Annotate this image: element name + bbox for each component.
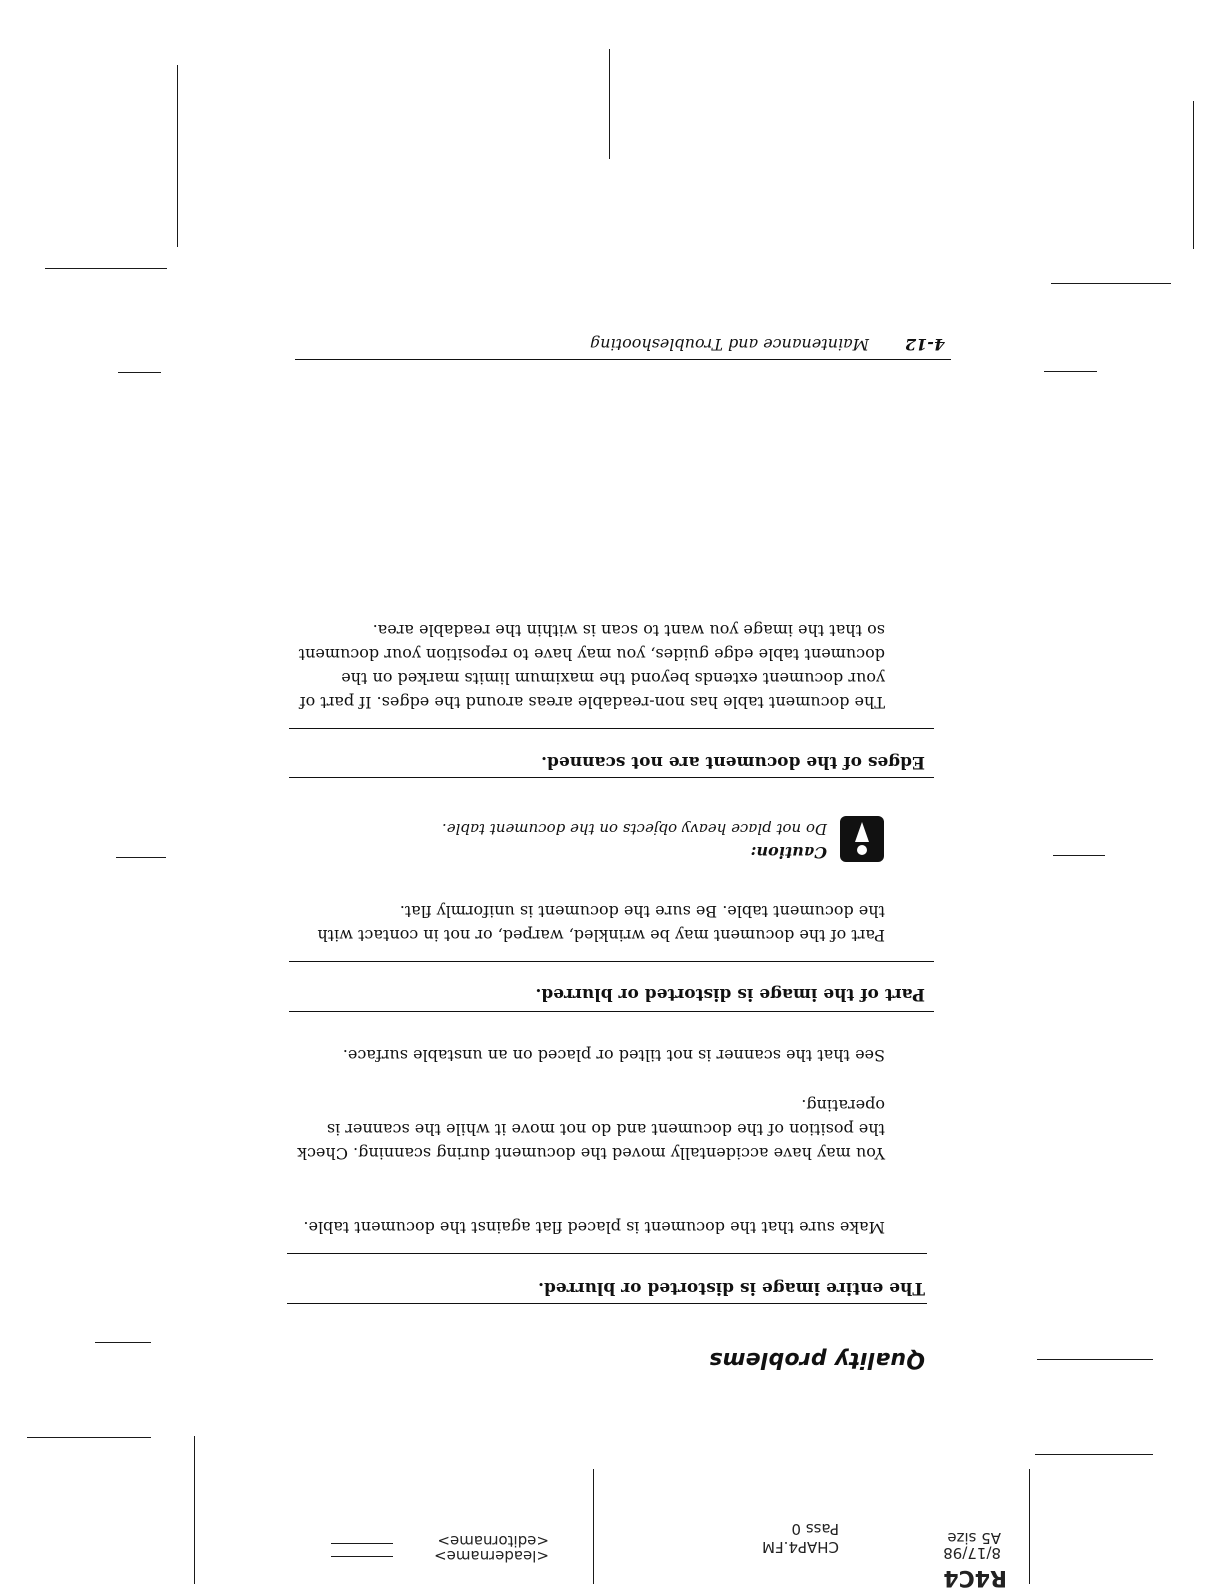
heading-rule: [289, 961, 934, 962]
slug-code: R4C4: [943, 1565, 1007, 1590]
caution-icon: [840, 816, 884, 862]
caution-text: Do not place heavy objects on the document table.: [441, 820, 827, 838]
problem-heading: Part of the image is distorted or blurred.: [535, 984, 925, 1004]
crop-mark: [1035, 1454, 1153, 1455]
slug-date: 8/17/98: [943, 1544, 1001, 1562]
crop-mark: [1044, 371, 1097, 372]
problem-paragraph: Part of the document may be wrinkled, warped, or not in contact with the document table. Be sure the document is uniformly flat.: [317, 902, 885, 945]
crop-mark: [1051, 283, 1171, 284]
caution-icon-dot: [857, 845, 867, 855]
heading-rule: [289, 1011, 934, 1012]
caution-label: Caution:: [750, 843, 827, 862]
crop-mark: [177, 65, 178, 247]
problem-heading: The entire image is distorted or blurred.: [538, 1278, 925, 1298]
crop-mark: [1053, 855, 1105, 856]
crop-mark: [95, 1342, 151, 1343]
caution-icon-stem: [855, 822, 869, 842]
chapter-title: Maintenance and Troubleshooting: [589, 335, 869, 354]
problem-paragraph: Make sure that the document is placed flat against the document table.: [303, 1218, 885, 1237]
crop-mark: [331, 1543, 393, 1544]
problem-paragraph: You may have accidentally moved the document during scanning. Check the position of the document and do not move it while the scanner is operating.: [297, 1096, 885, 1163]
crop-mark: [1037, 1359, 1153, 1360]
heading-rule: [289, 728, 934, 729]
crop-mark: [116, 857, 166, 858]
crop-mark: [27, 1437, 151, 1438]
heading-rule: [287, 1253, 927, 1254]
slug-leader: <leadername>: [434, 1547, 549, 1565]
slug-editor: <editorname>: [437, 1532, 549, 1550]
page-number: 4-12: [904, 335, 945, 354]
problem-heading: Edges of the document are not scanned.: [541, 752, 925, 772]
heading-rule: [287, 1303, 927, 1304]
heading-rule: [289, 777, 934, 778]
crop-mark: [1029, 1469, 1030, 1584]
problem-paragraph: The document table has non-readable areas around the edges. If part of your document extends beyond the maximum limits marked on the document table edge guides, you may have to reposition your document so that the image you want to scan is within the readable area.: [298, 621, 885, 712]
crop-mark: [194, 1436, 195, 1584]
crop-mark: [45, 268, 167, 269]
crop-mark: [1193, 101, 1194, 249]
crop-mark: [593, 1469, 594, 1584]
footer-rule: [295, 359, 951, 360]
crop-mark: [118, 372, 161, 373]
crop-mark: [331, 1556, 393, 1557]
problem-paragraph: See that the scanner is not tilted or placed on an unstable surface.: [342, 1046, 885, 1065]
slug-pass: Pass 0: [791, 1520, 839, 1538]
section-title: Quality problems: [709, 1347, 925, 1372]
crop-mark: [609, 49, 610, 159]
slug-size: A5 size: [947, 1529, 1001, 1547]
slug-file: CHAP4.FM: [762, 1538, 839, 1556]
